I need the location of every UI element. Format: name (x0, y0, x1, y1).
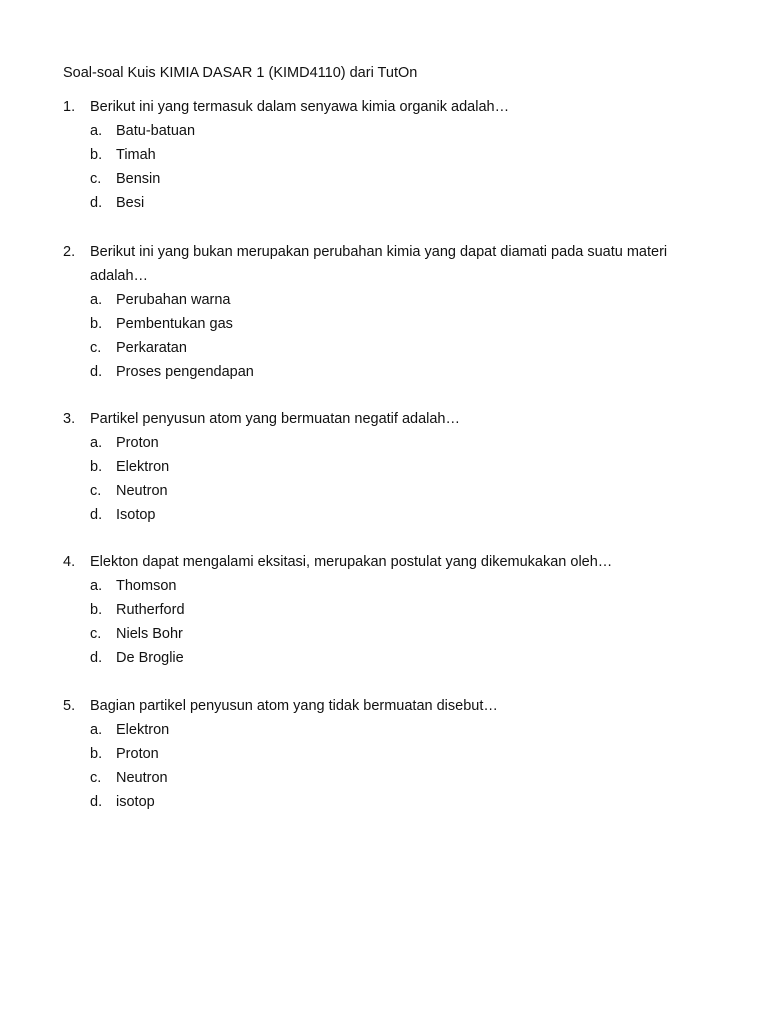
option-text: Proton (116, 435, 159, 451)
question-stem (63, 240, 703, 288)
question-number: 3. (63, 411, 76, 427)
option-text: Bensin (116, 171, 161, 187)
answer-option-b (90, 742, 703, 766)
option-letter: d. (90, 364, 103, 380)
answer-option-a (90, 288, 703, 312)
answer-options (63, 574, 703, 670)
question-5 (63, 694, 703, 814)
answer-option-c (90, 167, 703, 191)
option-letter: c. (90, 171, 102, 187)
answer-option-c (90, 479, 703, 503)
option-text: Rutherford (116, 602, 185, 618)
option-text: Neutron (116, 483, 168, 499)
option-letter: c. (90, 340, 102, 356)
answer-option-b (90, 143, 703, 167)
option-letter: c. (90, 483, 102, 499)
answer-option-d (90, 646, 703, 670)
question-3 (63, 407, 703, 527)
question-number: 5. (63, 698, 76, 714)
option-text: Perubahan warna (116, 292, 231, 308)
question-text: Elekton dapat mengalami eksitasi, merupakan postulat yang dikemukakan oleh… (90, 554, 613, 570)
option-letter: c. (90, 770, 102, 786)
answer-option-c (90, 766, 703, 790)
option-letter: a. (90, 123, 103, 139)
option-letter: b. (90, 316, 103, 332)
option-text: Timah (116, 147, 156, 163)
answer-option-b (90, 598, 703, 622)
answer-options (63, 431, 703, 527)
question-number: 2. (63, 244, 76, 260)
option-letter: a. (90, 435, 103, 451)
answer-option-a (90, 431, 703, 455)
option-letter: c. (90, 626, 102, 642)
answer-option-b (90, 455, 703, 479)
question-stem (63, 694, 703, 718)
option-letter: d. (90, 794, 103, 810)
option-text: Besi (116, 195, 145, 211)
option-text: Perkaratan (116, 340, 187, 356)
option-text: Thomson (116, 578, 177, 594)
answer-option-b (90, 312, 703, 336)
answer-options (63, 119, 703, 215)
question-text: Bagian partikel penyusun atom yang tidak bermuatan disebut… (90, 698, 498, 714)
option-text: De Broglie (116, 650, 184, 666)
option-letter: b. (90, 459, 103, 475)
option-letter: d. (90, 507, 103, 523)
question-text: Berikut ini yang bukan merupakan perubahan kimia yang dapat diamati pada suatu materi adalah… (90, 244, 668, 284)
answer-option-a (90, 718, 703, 742)
question-2 (63, 240, 703, 384)
option-letter: b. (90, 746, 103, 762)
option-text: Isotop (116, 507, 156, 523)
question-4 (63, 550, 703, 670)
answer-option-c (90, 336, 703, 360)
question-stem (63, 550, 703, 574)
option-text: Batu-batuan (116, 123, 196, 139)
answer-option-c (90, 622, 703, 646)
option-letter: a. (90, 722, 103, 738)
option-text: Pembentukan gas (116, 316, 233, 332)
answer-options (63, 718, 703, 814)
question-stem (63, 95, 703, 119)
answer-option-a (90, 574, 703, 598)
question-text: Partikel penyusun atom yang bermuatan negatif adalah… (90, 411, 460, 427)
answer-option-d (90, 503, 703, 527)
question-stem (63, 407, 703, 431)
option-text: Neutron (116, 770, 168, 786)
option-text: isotop (116, 794, 155, 810)
answer-option-d (90, 191, 703, 215)
answer-option-a (90, 119, 703, 143)
option-letter: b. (90, 602, 103, 618)
answer-option-d (90, 790, 703, 814)
option-letter: d. (90, 195, 103, 211)
question-text: Berikut ini yang termasuk dalam senyawa kimia organik adalah… (90, 99, 510, 115)
option-text: Proses pengendapan (116, 364, 254, 380)
option-letter: a. (90, 578, 103, 594)
answer-options (63, 288, 703, 384)
question-number: 4. (63, 554, 76, 570)
document-title: Soal-soal Kuis KIMIA DASAR 1 (KIMD4110) dari TutOn (63, 65, 418, 81)
option-text: Proton (116, 746, 159, 762)
option-letter: b. (90, 147, 103, 163)
answer-option-d (90, 360, 703, 384)
option-text: Elektron (116, 722, 170, 738)
option-letter: a. (90, 292, 103, 308)
option-text: Niels Bohr (116, 626, 183, 642)
option-letter: d. (90, 650, 103, 666)
option-text: Elektron (116, 459, 170, 475)
question-1 (63, 95, 703, 215)
question-number: 1. (63, 99, 76, 115)
